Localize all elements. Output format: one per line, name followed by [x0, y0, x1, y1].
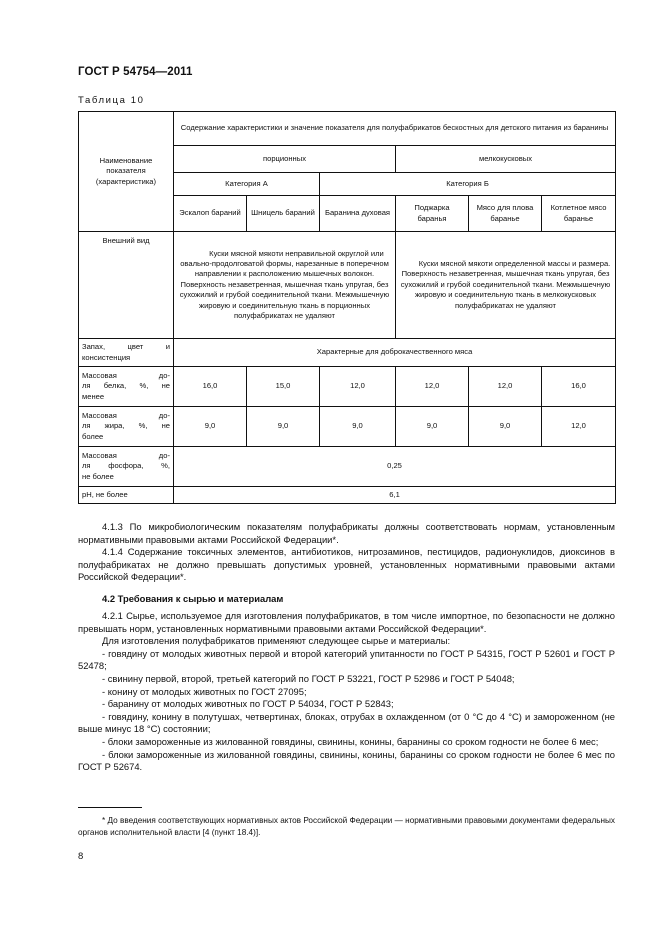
appearance-small-pieces-text: Куски мясной мякоти определенной массы и размера. Поверхность незаветренная, мышечная ткань упругая, без сухожилий и грубой соединительной ткани. Межмышечную жировую и соединительную ткань в мелкокусковых полуфабрикатах не удаляют [396, 232, 616, 339]
specification-table [78, 111, 616, 504]
row-label-line: Массовая до- [82, 450, 170, 460]
protein-value: 12,0 [469, 367, 542, 407]
top-header-cell: Содержание характеристики и значение показателя для полуфабрикатов бескостных для детского питания из баранины [174, 112, 616, 146]
column-header: Котлетное мясо баранье [542, 196, 616, 232]
row-label-line: ля фосфора, %, [82, 461, 170, 471]
fat-value: 9,0 [396, 407, 469, 447]
column-header: Мясо для плова баранье [469, 196, 542, 232]
table-caption: Таблица 10 [78, 95, 145, 106]
body-text [78, 610, 615, 774]
section-heading-4-2: 4.2 Требования к сырью и материалам [102, 593, 284, 604]
row-label-protein [79, 367, 174, 407]
row-label-line: Запах, цвет и [82, 342, 170, 352]
list-item: - свинину первой, второй, третьей категорий по ГОСТ Р 53221, ГОСТ Р 52986 и ГОСТ Р 54048; [102, 672, 515, 684]
list-item: - говядину, конину в полутушах, четвертинах, блоках, отрубах в охлажденном (от 0 °С до 4 °С) и замороженном (не выше минус 18 °С) состоянии; [78, 710, 615, 735]
category-b-header: Категория Б [320, 173, 616, 196]
fat-value: 12,0 [542, 407, 616, 447]
appearance-portion-text: Куски мясной мякоти неправильной округлой или овально-продолговатой формы, нарезанные в поперечном направлении к расположению мышечных волокон. Поверхность незаветренная, мышечная ткань упругая, без сухожилий и грубой соединительной ткани. Межмышечную жировую и соединительную ткань в порционных полуфабрикатах не удаляют [174, 232, 396, 339]
row-label-appearance: Внешний вид [79, 232, 174, 339]
document-title: ГОСТ Р 54754—2011 [78, 66, 193, 78]
row-header-cell: Наименование показателя (характеристика) [79, 112, 174, 232]
row-label-line: консистенция [82, 352, 131, 362]
protein-value: 15,0 [247, 367, 320, 407]
group-header-small-pieces: мелкокусковых [396, 146, 616, 173]
column-header: Поджарка баранья [396, 196, 469, 232]
protein-value: 16,0 [174, 367, 247, 407]
row-label-line: Массовая до- [82, 370, 170, 380]
column-header: Шницель бараний [247, 196, 320, 232]
row-label-phosphorus [79, 447, 174, 487]
ph-value: 6,1 [174, 487, 616, 504]
row-label-line: менее [82, 391, 105, 401]
protein-value: 12,0 [396, 367, 469, 407]
protein-value: 16,0 [542, 367, 616, 407]
row-label-line: более [82, 431, 104, 441]
row-label-line: не более [82, 471, 114, 481]
body-text [78, 521, 615, 584]
row-label-ph: pH, не более [79, 487, 174, 504]
phosphorus-value: 0,25 [174, 447, 616, 487]
row-label-smell [79, 339, 174, 367]
column-header: Баранина духовая [320, 196, 396, 232]
list-item: - говядину от молодых животных первой и второй категорий упитанности по ГОСТ Р 54315, ГОСТ Р 52601 и ГОСТ Р 52478; [78, 647, 615, 672]
smell-value: Характерные для доброкачественного мяса [174, 339, 616, 367]
column-header: Эскалоп бараний [174, 196, 247, 232]
footnote: * До введения соответствующих нормативных актов Российской Федерации — нормативными правовыми документами федеральных органов исполнительной власти [4 (пункт 18.4)]. [78, 816, 615, 837]
paragraph-materials-intro: Для изготовления полуфабрикатов применяют следующее сырье и материалы: [102, 635, 451, 647]
fat-value: 9,0 [469, 407, 542, 447]
list-item: - конину от молодых животных по ГОСТ 27095; [102, 685, 307, 697]
category-a-header: Категория А [174, 173, 320, 196]
fat-value: 9,0 [174, 407, 247, 447]
row-label-line: ля жира, %, не [82, 421, 170, 431]
page-number: 8 [78, 851, 84, 862]
body-text [78, 593, 615, 606]
row-label-line: ля белка, %, не [82, 381, 170, 391]
paragraph-4-1-4: 4.1.4 Содержание токсичных элементов, антибиотиков, нитрозаминов, пестицидов, радионуклидов, диоксинов в полуфабрикатах не должно превышать допустимых уровней, установленных нормативными правовыми актами Российской Федерации*. [78, 546, 615, 583]
row-label-fat [79, 407, 174, 447]
paragraph-4-1-3: 4.1.3 По микробиологическим показателям полуфабрикаты должны соответствовать нормам, установленным нормативными правовыми актами Российской Федерации*. [78, 521, 615, 545]
list-item: - баранину от молодых животных по ГОСТ Р 54034, ГОСТ Р 52843; [102, 698, 394, 710]
fat-value: 9,0 [247, 407, 320, 447]
footnote-divider [78, 807, 142, 808]
list-item: - блоки замороженные из жилованной говядины, свинины, конины, баранины со сроком годности не более 6 мес по ГОСТ Р 52674. [78, 748, 615, 773]
list-item: - блоки замороженные из жилованной говядины, свинины, конины, баранины со сроком годности не более 6 мес; [102, 735, 599, 747]
protein-value: 12,0 [320, 367, 396, 407]
row-label-line: Массовая до- [82, 410, 170, 420]
fat-value: 9,0 [320, 407, 396, 447]
group-header-portion: порционных [174, 146, 396, 173]
paragraph-4-2-1: 4.2.1 Сырье, используемое для изготовления полуфабрикатов, в том числе импортное, по безопасности не должно превышать норм, установленных нормативными правовыми актами Российской Федерации*. [78, 610, 615, 634]
